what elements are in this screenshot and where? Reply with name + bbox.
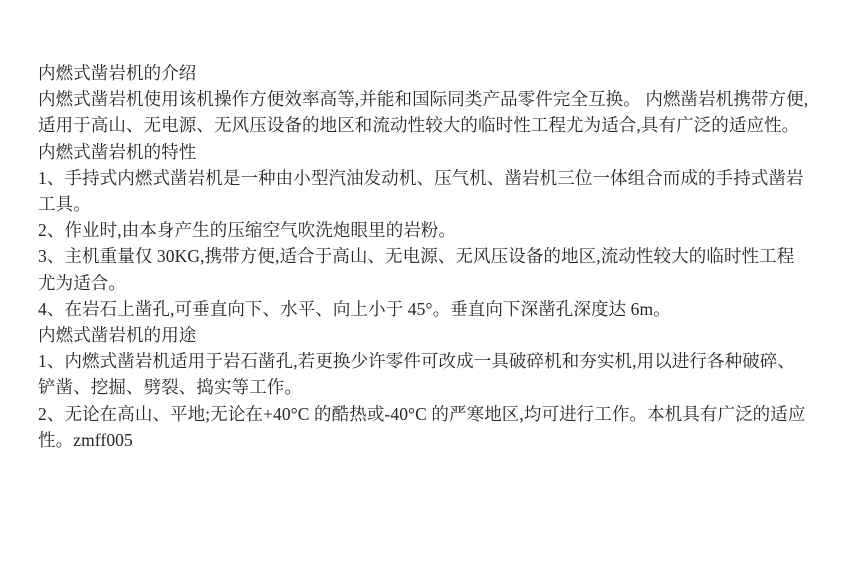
use-item-2: 2、无论在高山、平地;无论在+40°C 的酷热或-40°C 的严寒地区,均可进行工作。本机具有广泛的适应性。zmff005 [38,403,806,450]
intro-paragraph: 内燃式凿岩机使用该机操作方便效率高等,并能和国际同类产品零件完全互换。 内燃凿岩机携带方便,适用于高山、无电源、无风压设备的地区和流动性较大的临时性工程尤为适合,具有广泛的适应性。 [38,89,809,136]
document-body [38,60,810,453]
uses-heading: 内燃式凿岩机的用途 [38,325,197,346]
intro-heading: 内燃式凿岩机的介绍 [38,63,197,83]
feature-item-3: 3、主机重量仅 30KG,携带方便,适合于高山、无电源、无风压设备的地区,流动性较大的临时性工程尤为适合。 [38,246,795,293]
features-heading: 内燃式凿岩机的特性 [38,141,197,162]
feature-item-4: 4、在岩石上凿孔,可垂直向下、水平、向上小于 45°。垂直向下深凿孔深度达 6m。 [38,298,671,319]
use-item-1: 1、内燃式凿岩机适用于岩石凿孔,若更换少许零件可改成一具破碎机和夯实机,用以进行各种破碎、铲凿、挖掘、劈裂、捣实等工作。 [38,351,795,398]
feature-item-2: 2、作业时,由本身产生的压缩空气吹洗炮眼里的岩粉。 [38,220,457,241]
feature-item-1: 1、手持式内燃式凿岩机是一种由小型汽油发动机、压气机、凿岩机三位一体组合而成的手持式凿岩工具。 [38,167,804,215]
